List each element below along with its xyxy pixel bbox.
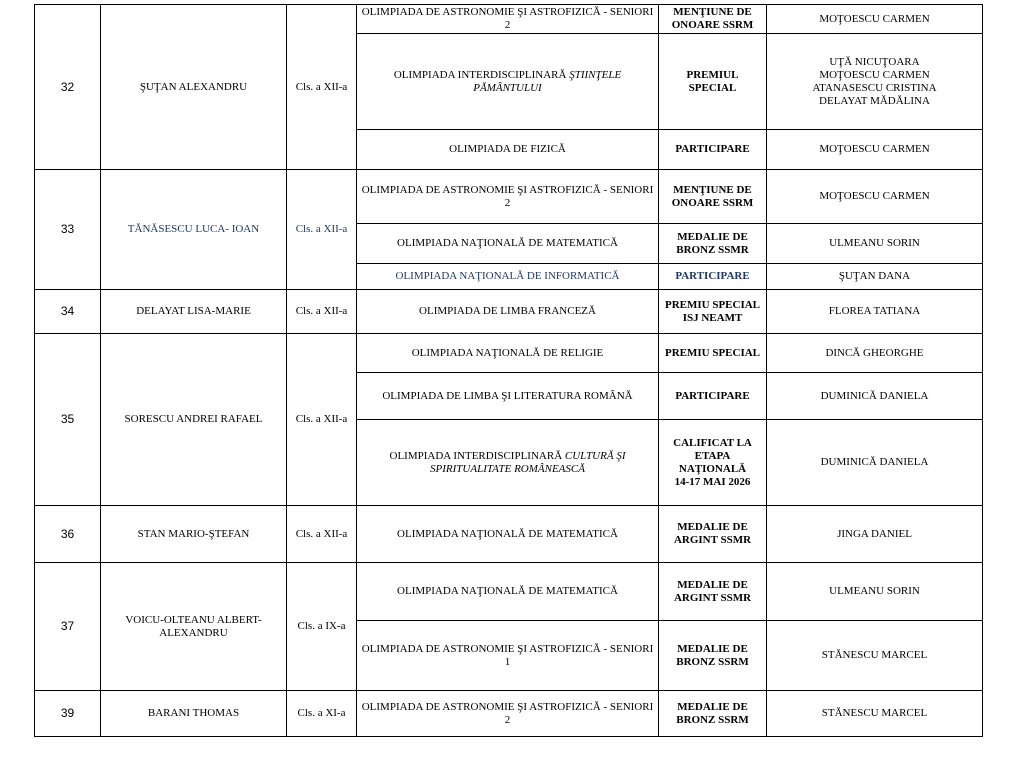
row-number: 35: [35, 334, 101, 506]
result: MEDALIE DE BRONZ SSMR: [659, 224, 767, 264]
olympiad-name: OLIMPIADA NAŢIONALĂ DE RELIGIE: [357, 334, 659, 373]
student-name: DELAYAT LISA-MARIE: [101, 290, 287, 334]
row-number: 32: [35, 5, 101, 170]
table-row: [35, 506, 983, 563]
table-row: [35, 334, 983, 373]
olympiad-name: OLIMPIADA NAŢIONALĂ DE MATEMATICĂ: [357, 224, 659, 264]
olympiad-name: OLIMPIADA DE FIZICĂ: [357, 130, 659, 170]
results-table: [34, 4, 983, 737]
teacher-name: MOŢOESCU CARMEN: [767, 130, 983, 170]
student-class: Cls. a IX-a: [287, 563, 357, 691]
student-name: BARANI THOMAS: [101, 691, 287, 737]
olympiad-name: OLIMPIADA DE ASTRONOMIE ŞI ASTROFIZICĂ - SENIORI 2: [357, 5, 659, 34]
teacher-list: [767, 34, 983, 130]
olympiad-prefix: OLIMPIADA INTERDISCIPLINARĂ: [393, 68, 567, 81]
teacher-name: ULMEANU SORIN: [767, 224, 983, 264]
student-class: Cls. a XII-a: [287, 334, 357, 506]
result-line: ETAPA: [694, 449, 731, 462]
olympiad-name: OLIMPIADA NAŢIONALĂ DE MATEMATICĂ: [357, 563, 659, 621]
teacher-name: FLOREA TATIANA: [767, 290, 983, 334]
teacher-name: ULMEANU SORIN: [767, 563, 983, 621]
result: PARTICIPARE: [659, 373, 767, 420]
student-class: Cls. a XII-a: [287, 5, 357, 170]
student-name: ŞUŢAN ALEXANDRU: [101, 5, 287, 170]
teacher-name: DUMINICĂ DANIELA: [767, 373, 983, 420]
row-number: 39: [35, 691, 101, 737]
teacher-name: DINCĂ GHEORGHE: [767, 334, 983, 373]
result: PREMIU SPECIAL ISJ NEAMT: [659, 290, 767, 334]
teacher-name: UŢĂ NICUŢOARA: [829, 55, 920, 68]
result: MEDALIE DE ARGINT SSMR: [659, 563, 767, 621]
result: MEDALIE DE ARGINT SSMR: [659, 506, 767, 563]
student-class: Cls. a XII-a: [287, 170, 357, 290]
table-row: [35, 691, 983, 737]
olympiad-name: OLIMPIADA DE LIMBA FRANCEZĂ: [357, 290, 659, 334]
student-name: SORESCU ANDREI RAFAEL: [101, 334, 287, 506]
olympiad-name: OLIMPIADA NAŢIONALĂ DE INFORMATICĂ: [357, 264, 659, 290]
teacher-name: MOŢOESCU CARMEN: [819, 68, 930, 81]
table-row: [35, 5, 983, 34]
teacher-name: STĂNESCU MARCEL: [767, 621, 983, 691]
result: PREMIU SPECIAL: [659, 334, 767, 373]
olympiad-name: OLIMPIADA DE ASTRONOMIE ŞI ASTROFIZICĂ - SENIORI 2: [357, 691, 659, 737]
teacher-name: STĂNESCU MARCEL: [767, 691, 983, 737]
result-line: NAŢIONALĂ: [678, 462, 747, 475]
olympiad-subject: CULTURĂ ŞI SPIRITUALITATE ROMÂNEASCĂ: [430, 449, 626, 475]
teacher-name: MOŢOESCU CARMEN: [767, 5, 983, 34]
teacher-name: ATANASESCU CRISTINA: [812, 81, 937, 94]
student-class: Cls. a XI-a: [287, 691, 357, 737]
row-number: 34: [35, 290, 101, 334]
result-line: 14-17 MAI 2026: [674, 475, 751, 488]
student-class: Cls. a XII-a: [287, 290, 357, 334]
student-name: STAN MARIO-ŞTEFAN: [101, 506, 287, 563]
olympiad-name: OLIMPIADA NAŢIONALĂ DE MATEMATICĂ: [357, 506, 659, 563]
row-number: 37: [35, 563, 101, 691]
student-name: TĂNĂSESCU LUCA- IOAN: [101, 170, 287, 290]
olympiad-name: OLIMPIADA DE ASTRONOMIE ŞI ASTROFIZICĂ - SENIORI 1: [357, 621, 659, 691]
olympiad-prefix: OLIMPIADA INTERDISCIPLINARĂ: [389, 449, 563, 462]
row-number: 33: [35, 170, 101, 290]
olympiad-name: [357, 420, 659, 506]
result: MEDALIE DE BRONZ SSRM: [659, 691, 767, 737]
result: [659, 420, 767, 506]
olympiad-subject: ŞTIINŢELE PĂMÂNTULUI: [473, 68, 622, 94]
table-row: [35, 170, 983, 224]
row-number: 36: [35, 506, 101, 563]
result: MENŢIUNE DE ONOARE SSRM: [659, 170, 767, 224]
olympiad-name: [357, 34, 659, 130]
student-name: VOICU-OLTEANU ALBERT-ALEXANDRU: [101, 563, 287, 691]
teacher-name: DUMINICĂ DANIELA: [767, 420, 983, 506]
teacher-name: MOŢOESCU CARMEN: [767, 170, 983, 224]
result: MEDALIE DE BRONZ SSRM: [659, 621, 767, 691]
result: MENŢIUNE DE ONOARE SSRM: [659, 5, 767, 34]
table-row: [35, 563, 983, 621]
result: PARTICIPARE: [659, 130, 767, 170]
student-class: Cls. a XII-a: [287, 506, 357, 563]
teacher-name: DELAYAT MĂDĂLINA: [819, 94, 930, 107]
teacher-name: JINGA DANIEL: [767, 506, 983, 563]
olympiad-name: OLIMPIADA DE ASTRONOMIE ŞI ASTROFIZICĂ - SENIORI 2: [357, 170, 659, 224]
result-line: CALIFICAT LA: [673, 436, 752, 449]
olympiad-name: OLIMPIADA DE LIMBA ŞI LITERATURA ROMÂNĂ: [357, 373, 659, 420]
teacher-name: ŞUŢAN DANA: [767, 264, 983, 290]
result: PARTICIPARE: [659, 264, 767, 290]
result: PREMIUL SPECIAL: [659, 34, 767, 130]
table-row: [35, 290, 983, 334]
